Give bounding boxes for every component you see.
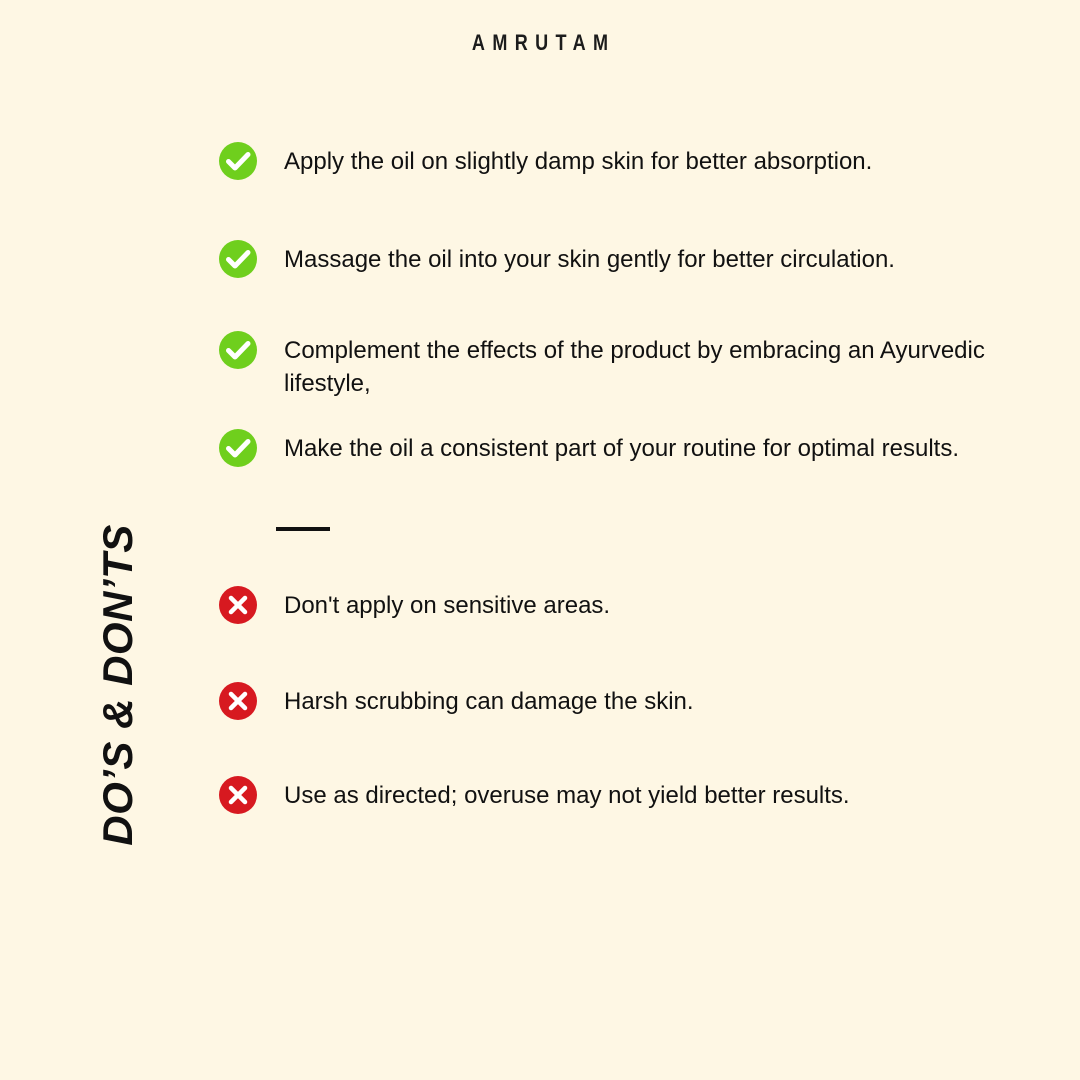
do-item-text: Apply the oil on slightly damp skin for better absorption. <box>284 148 873 175</box>
brand-logo: AMRUTAM <box>471 30 616 55</box>
section-divider <box>276 527 330 531</box>
dont-item-text: Harsh scrubbing can damage the skin. <box>284 688 694 715</box>
x-circle-icon <box>218 681 258 721</box>
check-circle-icon <box>218 428 258 468</box>
do-item-text: Make the oil a consistent part of your routine for optimal results. <box>284 435 959 462</box>
do-item-text: Massage the oil into your skin gently for better circulation. <box>284 246 895 273</box>
dont-item-text: Don't apply on sensitive areas. <box>284 592 611 619</box>
check-circle-icon <box>218 330 258 370</box>
section-title: DO’S & DON’TS <box>94 524 141 846</box>
dont-item-text: Use as directed; overuse may not yield better results. <box>284 782 850 809</box>
x-circle-icon <box>218 585 258 625</box>
x-circle-icon <box>218 775 258 815</box>
check-circle-icon <box>218 141 258 181</box>
do-item-text: Complement the effects of the product by embracing an Ayurvedic lifestyle, <box>284 337 985 397</box>
check-circle-icon <box>218 239 258 279</box>
